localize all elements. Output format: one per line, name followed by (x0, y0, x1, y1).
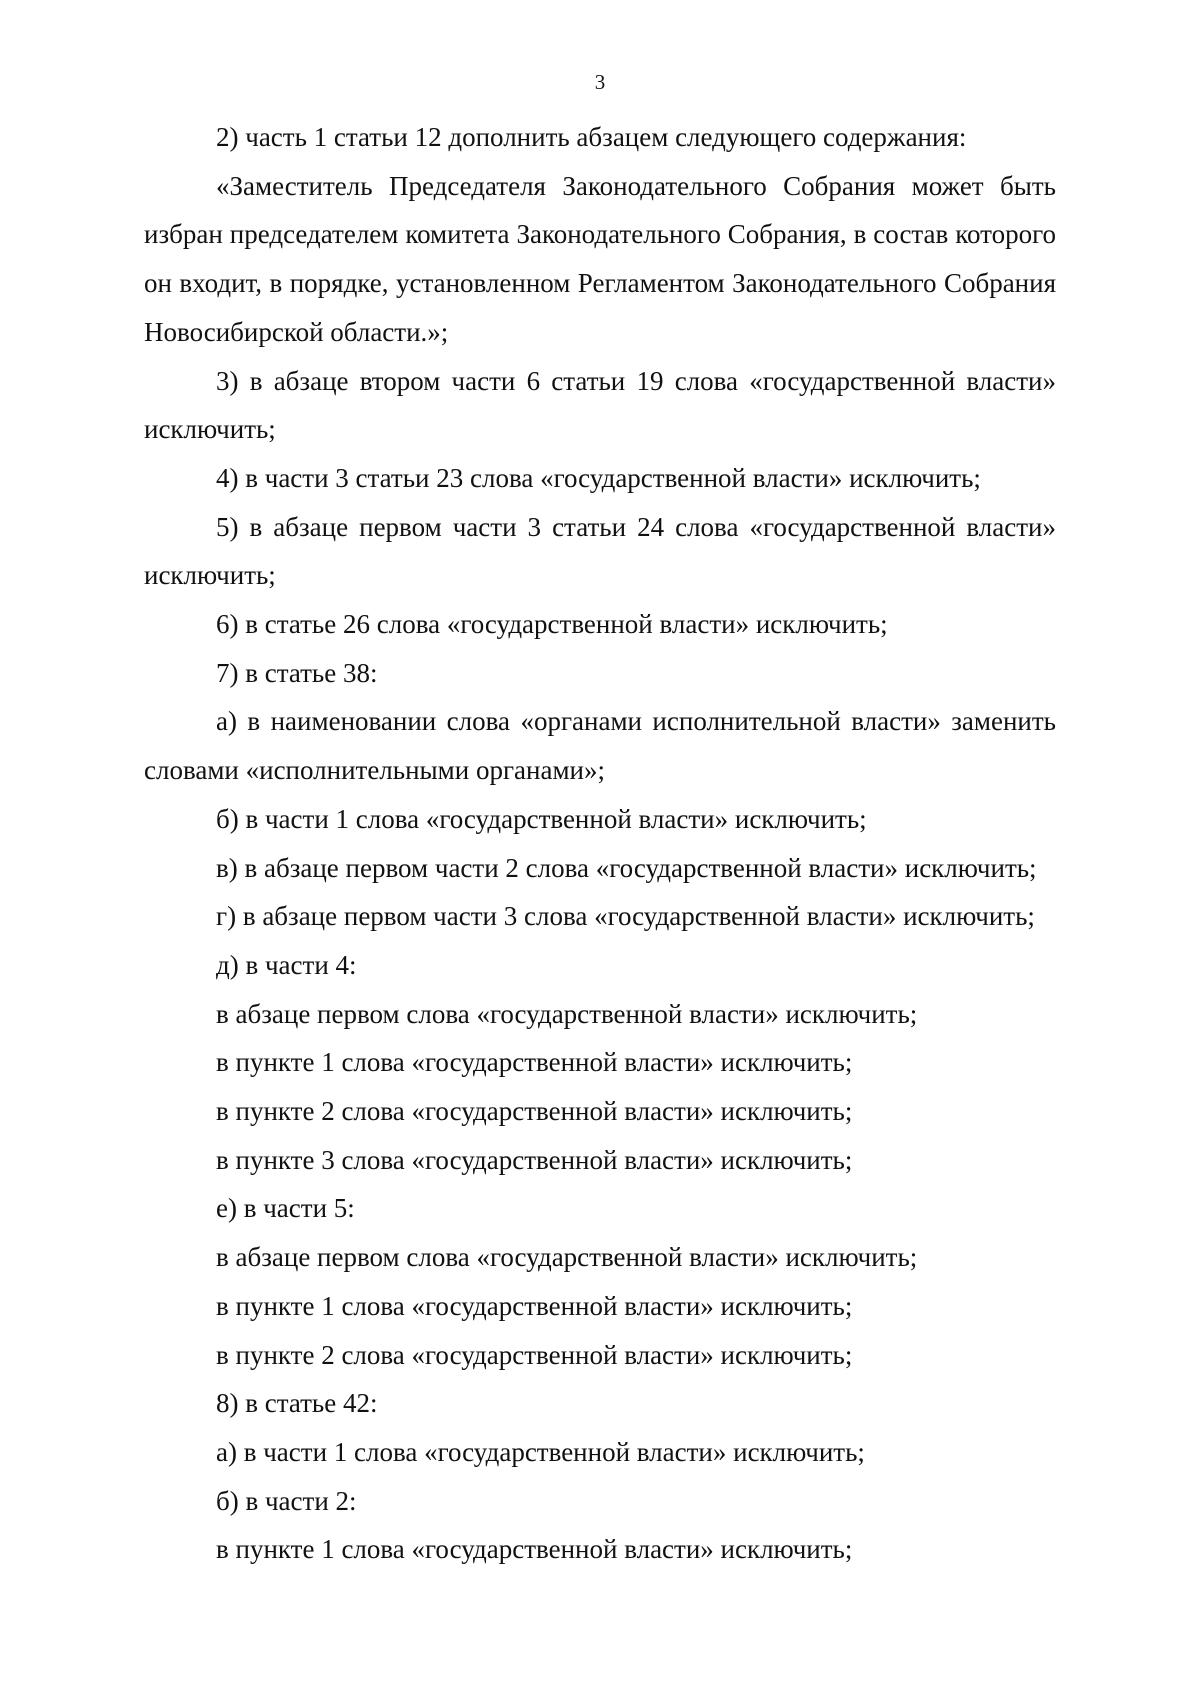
paragraph: 4) в части 3 статьи 23 слова «государственной власти» исключить; (216, 462, 981, 493)
paragraph: в пункте 2 слова «государственной власти» исключить; (216, 1339, 853, 1370)
document-body (144, 113, 1056, 1574)
paragraph: в пункте 1 слова «государственной власти» исключить; (216, 1047, 853, 1078)
paragraph: в пункте 1 слова «государственной власти» исключить; (216, 1534, 853, 1565)
paragraph: в абзаце первом слова «государственной власти» исключить; (216, 998, 918, 1029)
paragraph: «Заместитель Председателя Законодательного Собрания может быть избран председателем комитета Законодательного Собрания, в состав которого он входит, в порядке, установленном Регламентом Законодательного Собрания Новосибирской области.»; (144, 170, 1056, 347)
paragraph: в) в абзаце первом части 2 слова «государственной власти» исключить; (216, 852, 1037, 883)
paragraph: в пункте 2 слова «государственной власти» исключить; (216, 1096, 853, 1127)
paragraph: а) в наименовании слова «органами исполнительной власти» заменить словами «исполнительными органами»; (144, 706, 1056, 786)
page-number: 3 (594, 70, 606, 94)
paragraph: 5) в абзаце первом части 3 статьи 24 слова «государственной власти» исключить; (144, 511, 1056, 591)
paragraph: г) в абзаце первом части 3 слова «государственной власти» исключить; (216, 901, 1035, 932)
paragraph: в пункте 3 слова «государственной власти» исключить; (216, 1144, 853, 1175)
paragraph: 6) в статье 26 слова «государственной власти» исключить; (216, 609, 888, 640)
paragraph: а) в части 1 слова «государственной власти» исключить; (216, 1436, 865, 1467)
paragraph: в абзаце первом слова «государственной власти» исключить; (216, 1242, 918, 1273)
paragraph: 8) в статье 42: (216, 1388, 378, 1419)
paragraph: в пункте 1 слова «государственной власти» исключить; (216, 1290, 853, 1321)
paragraph: 2) часть 1 статьи 12 дополнить абзацем следующего содержания: (216, 122, 967, 152)
paragraph: 3) в абзаце втором части 6 статьи 19 слова «государственной власти» исключить; (144, 365, 1056, 445)
paragraph: б) в части 1 слова «государственной власти» исключить; (216, 803, 867, 834)
paragraph: б) в части 2: (216, 1485, 357, 1516)
paragraph: д) в части 4: (216, 949, 357, 980)
paragraph: е) в части 5: (216, 1193, 355, 1224)
paragraph: 7) в статье 38: (216, 657, 378, 688)
